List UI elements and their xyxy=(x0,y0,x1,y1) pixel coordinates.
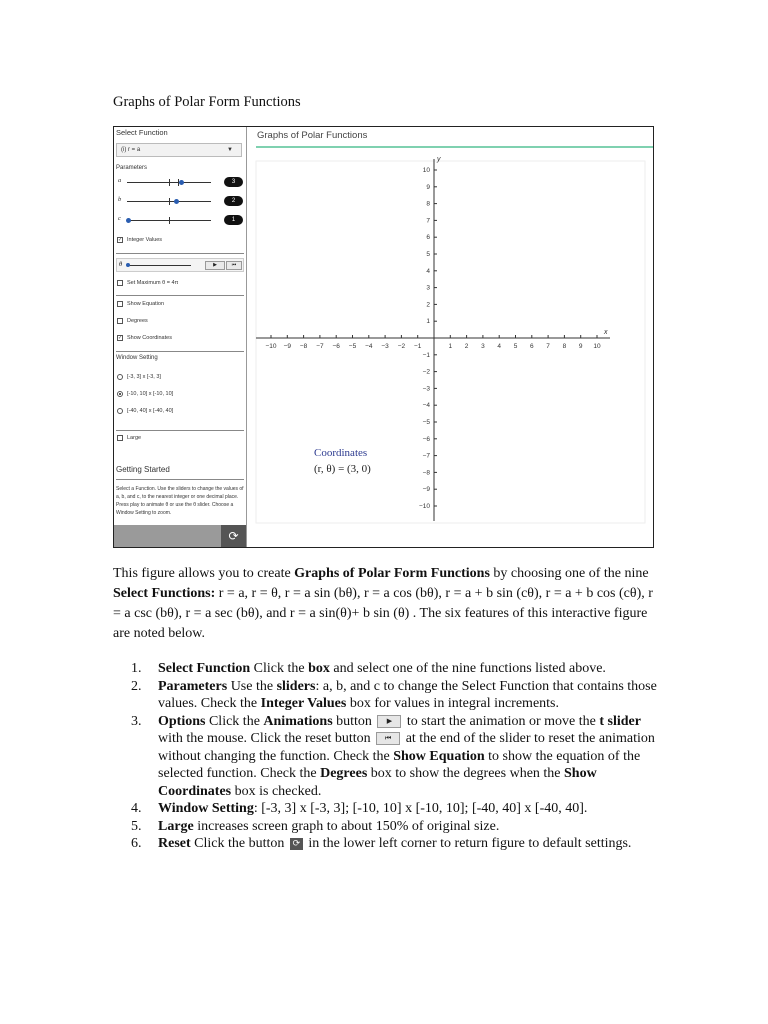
theta-knob[interactable] xyxy=(126,263,130,267)
large-checkbox[interactable] xyxy=(117,435,123,441)
x-tick-label: 6 xyxy=(529,343,534,350)
param-c-knob[interactable] xyxy=(126,218,131,223)
parameters-label: Parameters xyxy=(116,165,148,171)
item-bold: Show Equation xyxy=(393,748,485,764)
degrees-checkbox[interactable] xyxy=(117,318,123,324)
x-tick-label: 1 xyxy=(448,343,453,350)
slider-tick xyxy=(169,217,170,224)
reset-button[interactable] xyxy=(221,525,246,547)
theta-track[interactable] xyxy=(127,265,191,266)
item-text: Click the button xyxy=(190,836,288,851)
item-bold: sliders xyxy=(276,678,316,694)
item-bold: Options xyxy=(158,713,206,729)
para-text: This figure allows you to create xyxy=(113,566,295,581)
graph-title-rule xyxy=(256,146,653,148)
function-select[interactable] xyxy=(116,143,242,157)
item-bold: t slider xyxy=(599,713,641,729)
y-tick-label: 2 xyxy=(426,301,430,309)
x-tick-label: −6 xyxy=(332,343,340,350)
integer-values-label: Integer Values xyxy=(127,237,163,243)
item-text: with the mouse. Click the reset button xyxy=(158,731,375,746)
item-bold: Integer Values xyxy=(260,696,347,711)
item-bold: box xyxy=(308,661,330,676)
y-tick-label: 10 xyxy=(422,167,430,174)
param-c-value: 1 xyxy=(224,215,243,225)
large-label: Large xyxy=(127,435,142,441)
play-icon: ▶ xyxy=(213,262,217,268)
y-tick-label: −8 xyxy=(422,469,430,477)
y-tick-label: 6 xyxy=(426,234,430,242)
x-tick-label: −8 xyxy=(299,343,308,350)
x-tick-label: 9 xyxy=(578,343,583,350)
param-b-name: b xyxy=(118,196,122,203)
x-tick-label: −4 xyxy=(365,343,373,350)
y-tick-label: −2 xyxy=(422,368,430,376)
theta-reset-button[interactable] xyxy=(226,261,242,270)
x-tick-label: 8 xyxy=(562,343,567,350)
function-select-value: (i) r = a xyxy=(121,147,141,153)
window-option-small: [-3, 3] x [-3, 3] xyxy=(127,374,161,380)
list-item xyxy=(131,818,661,836)
theta-name: θ xyxy=(119,261,123,268)
list-item xyxy=(131,713,661,801)
item-text: Click the xyxy=(250,661,309,676)
item-text: increases screen graph to about 150% of original size. xyxy=(193,818,500,834)
y-tick-label: 4 xyxy=(426,267,430,275)
y-tick-label: 5 xyxy=(426,251,430,258)
list-item xyxy=(131,660,661,678)
divider xyxy=(116,295,244,296)
list-item xyxy=(131,678,661,713)
item-text: and select one of the nine functions listed above. xyxy=(329,661,606,676)
item-number: 3. xyxy=(131,713,142,729)
window-radio-large[interactable] xyxy=(117,408,123,414)
item-text: box for values in integral increments. xyxy=(346,696,560,711)
y-tick-label: −9 xyxy=(422,486,430,494)
item-text: in the lower left corner to return figure to default settings. xyxy=(304,836,632,851)
y-tick-label: 1 xyxy=(426,318,430,326)
item-text: : [-3, 3] x [-3, 3]; [-10, 10] x [-10, 10]; [-40, 40] x [-40, 40]. xyxy=(253,801,588,816)
para-text: by choosing one of the nine xyxy=(489,566,649,581)
slider-tick xyxy=(169,179,170,186)
window-option-large: [-40, 40] x [-40, 40] xyxy=(127,408,174,414)
slider-tick xyxy=(169,198,170,205)
x-tick-label: −9 xyxy=(283,343,292,350)
param-a-row xyxy=(116,177,244,189)
y-tick-label: 9 xyxy=(426,183,430,191)
control-panel xyxy=(114,127,247,547)
show-coordinates-checkbox[interactable]: ✓ xyxy=(118,335,123,341)
x-tick-label: −3 xyxy=(381,343,389,350)
x-axis-label: x xyxy=(604,329,608,336)
x-tick-label: −1 xyxy=(413,343,422,350)
integer-values-checkbox[interactable]: ✓ xyxy=(118,237,123,243)
y-tick-label: −5 xyxy=(422,419,430,426)
param-b-value: 2 xyxy=(224,196,243,206)
chevron-down-icon: ▼ xyxy=(227,147,233,153)
y-tick-label: −1 xyxy=(422,351,430,359)
item-text: : a, b, and c to change the Select Function that contains those values. Check the xyxy=(158,678,657,711)
para-text: r = a, r = θ, r = a sin (bθ), r = a cos (bθ), r = a + b sin (cθ), r = a + b cos (cθ), r = a csc (bθ), r = a sec (bθ), and r = a sin(θ)+ b sin (θ) . The six features of this interactive figure are noted below. xyxy=(113,586,653,641)
item-bold: Show Coordinates xyxy=(158,766,597,799)
y-axis-label: y xyxy=(437,156,441,163)
window-radio-small[interactable] xyxy=(117,374,123,380)
refresh-button-image: ⟳ xyxy=(290,838,303,850)
y-tick-label: 8 xyxy=(426,200,430,208)
para-bold: Graphs of Polar Form Functions xyxy=(294,566,490,581)
show-coordinates-label: Show Coordinates xyxy=(127,335,172,341)
item-number: 4. xyxy=(131,801,142,816)
param-c-name: c xyxy=(118,215,121,222)
set-maximum-checkbox[interactable] xyxy=(117,280,123,286)
x-tick-label: −5 xyxy=(348,343,357,350)
item-text: Click the xyxy=(205,713,264,729)
item-text: box to show the degrees when the xyxy=(367,766,565,781)
coordinates-title: Coordinates xyxy=(314,447,368,459)
y-tick-label: −6 xyxy=(422,435,430,443)
item-bold: Parameters xyxy=(158,678,228,694)
item-text: Use the xyxy=(227,678,277,694)
getting-started-title: Getting Started xyxy=(116,465,170,474)
skip-back-icon: ⏮ xyxy=(231,262,237,268)
x-tick-label: 5 xyxy=(513,343,518,350)
animation-button-image: ▶ xyxy=(377,715,401,728)
y-tick-label: 3 xyxy=(426,284,430,292)
x-tick-label: −2 xyxy=(397,343,406,350)
divider xyxy=(116,479,244,480)
x-tick-label: −10 xyxy=(265,343,277,350)
window-option-medium: [-10, 10] x [-10, 10] xyxy=(127,391,174,397)
y-tick-label: 7 xyxy=(426,217,430,225)
param-b-knob[interactable] xyxy=(174,199,179,204)
feature-list xyxy=(131,660,661,853)
coordinates-value: (r, θ) = (3, 0) xyxy=(314,463,371,475)
y-tick-label: −3 xyxy=(422,385,430,393)
param-a-knob[interactable] xyxy=(179,180,184,185)
item-text: to show the equation of the selected function. Check the xyxy=(158,748,641,781)
x-tick-label: 7 xyxy=(546,343,550,350)
y-tick-label: −4 xyxy=(422,402,430,410)
x-tick-label: 2 xyxy=(464,343,469,350)
x-tick-label: 3 xyxy=(481,343,485,350)
list-item xyxy=(131,835,661,853)
x-tick-label: −7 xyxy=(316,343,324,350)
item-bold: Animations xyxy=(263,713,333,729)
item-text: to start the animation or move the xyxy=(403,713,600,729)
window-setting-label: Window Setting xyxy=(116,355,158,361)
theta-slider-row xyxy=(116,258,244,272)
item-number: 1. xyxy=(131,661,142,676)
y-tick-label: −7 xyxy=(422,452,430,460)
item-text: box is checked. xyxy=(231,783,322,799)
item-text: button xyxy=(332,713,376,729)
item-number: 2. xyxy=(131,678,142,694)
para-bold: Select Functions: xyxy=(113,586,216,601)
x-tick-label: 10 xyxy=(593,343,601,350)
divider xyxy=(116,253,244,254)
item-bold: Window Setting xyxy=(158,801,254,816)
param-c-row xyxy=(116,215,244,227)
getting-started-text: Select a Function. Use the sliders to change the values of a, b, and c, to the nearest integer or one decimal place. Press play to animate θ or use the θ slider. Choose a Window Setting to zoom. xyxy=(116,486,244,516)
item-bold: Degrees xyxy=(320,766,368,781)
show-equation-label: Show Equation xyxy=(127,301,164,307)
item-number: 6. xyxy=(131,836,142,851)
divider xyxy=(116,351,244,352)
reset-button-image: ⏮ xyxy=(376,732,400,745)
set-maximum-label: Set Maximum θ = 4π xyxy=(127,280,179,286)
item-bold: Select Function xyxy=(158,661,251,676)
graph-title: Graphs of Polar Functions xyxy=(257,130,368,141)
param-a-value: 3 xyxy=(224,177,243,187)
item-text: at the end of the slider to reset the animation without changing the function. Check the xyxy=(158,731,655,764)
select-function-label: Select Function xyxy=(116,128,168,137)
document-title: Graphs of Polar Form Functions xyxy=(113,94,301,110)
param-a-name: a xyxy=(118,177,122,184)
item-number: 5. xyxy=(131,818,142,834)
item-bold: Reset xyxy=(158,836,191,851)
play-button[interactable] xyxy=(205,261,225,270)
divider xyxy=(116,430,244,431)
param-b-row xyxy=(116,196,244,208)
interactive-figure xyxy=(113,126,654,548)
show-equation-checkbox[interactable] xyxy=(117,301,123,307)
y-tick-label: −10 xyxy=(418,503,430,510)
item-bold: Large xyxy=(158,818,194,834)
degrees-label: Degrees xyxy=(127,318,148,324)
refresh-icon: ⟳ xyxy=(228,529,239,543)
polar-graph[interactable] xyxy=(248,151,653,546)
list-item xyxy=(131,800,661,818)
x-tick-label: 4 xyxy=(497,343,502,350)
description-paragraph xyxy=(113,564,653,644)
window-radio-medium[interactable] xyxy=(117,391,123,397)
